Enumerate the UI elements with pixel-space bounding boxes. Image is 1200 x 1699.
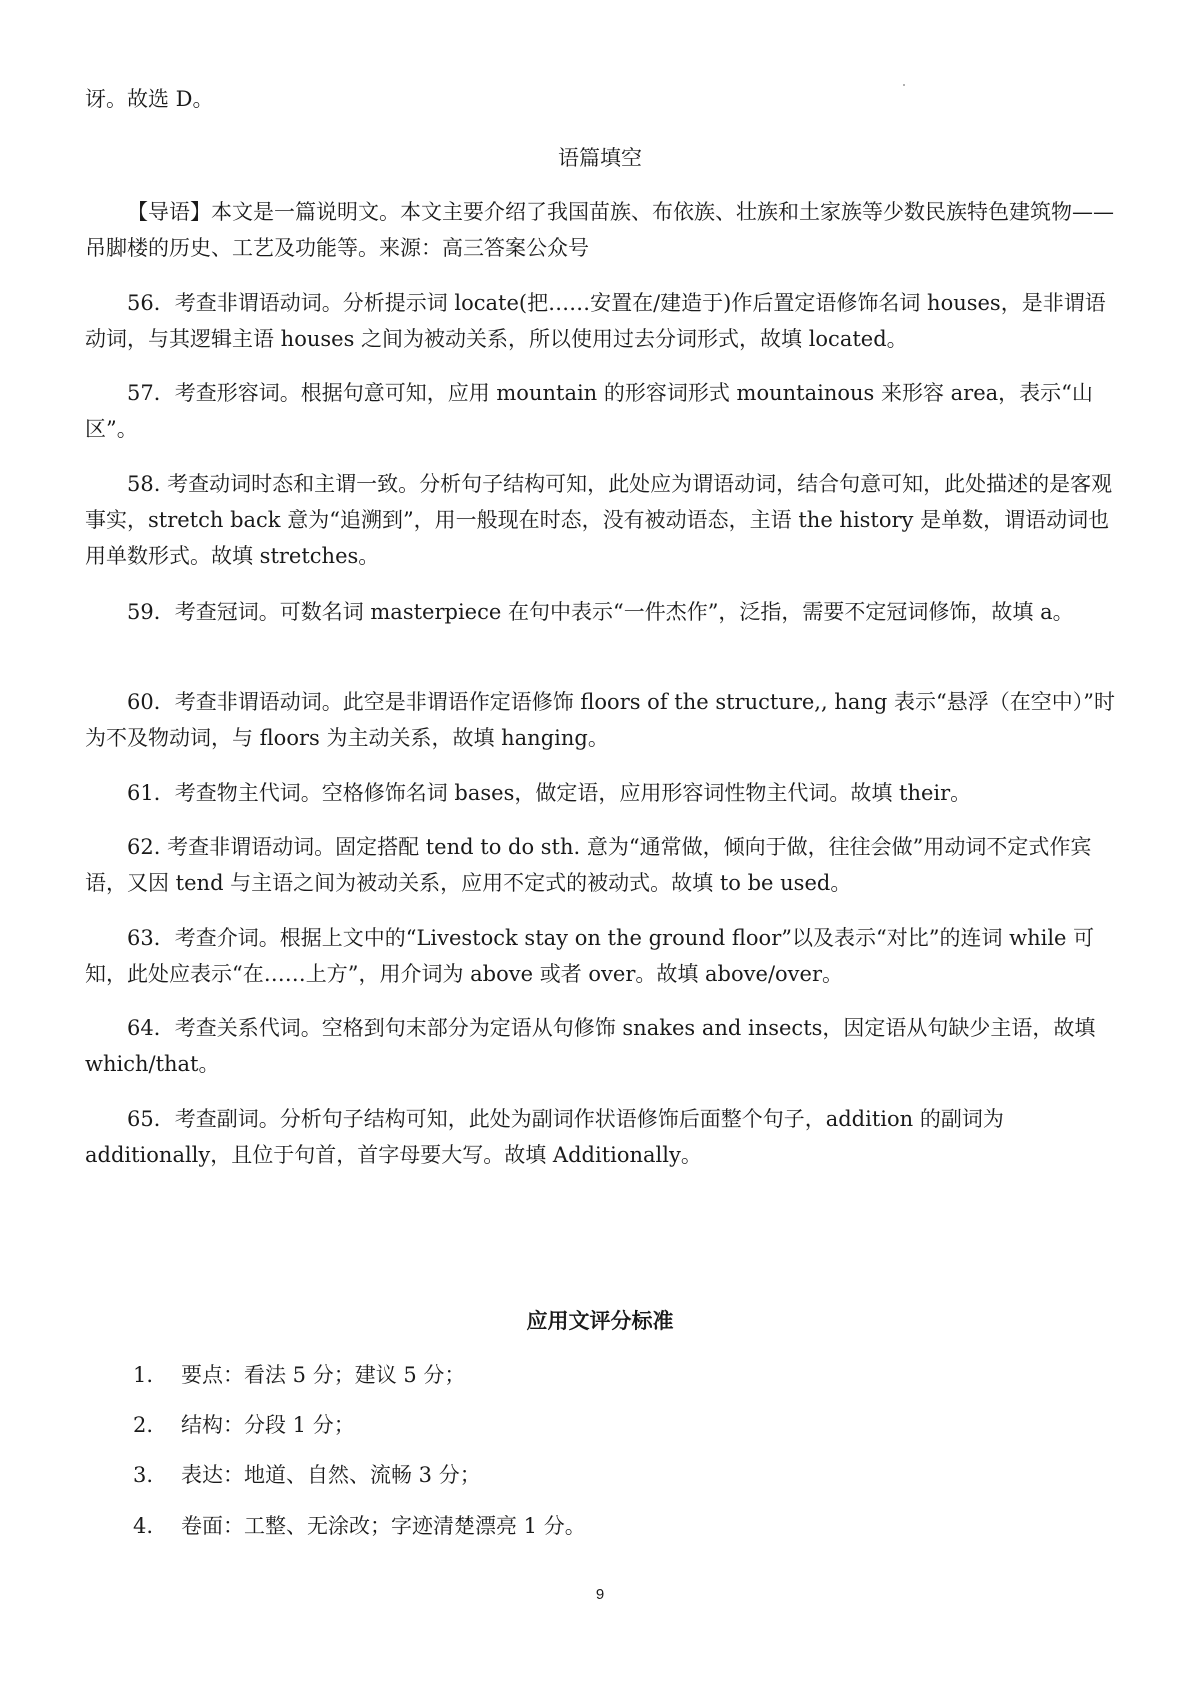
answer-58: 58. 考查动词时态和主谓一致。分析句子结构可知，此处应为谓语动词，结合句意可知，此处描述的是客观事实，stretch back 意为“追溯到”，用一般现在时态，没有被动语态，主语 the history 是单数，谓语动词也用单数形式。故填 stretches。	[85, 472, 1113, 568]
criteria-text: 卷面：工整、无涂改；字迹清楚漂亮 1 分。	[181, 1514, 586, 1538]
section-heading-writing-criteria: 应用文评分标准	[526, 1308, 674, 1333]
intro-paragraph: 【导语】本文是一篇说明文。本文主要介绍了我国苗族、布依族、壮族和土家族等少数民族特色建筑物——吊脚楼的历史、工艺及功能等。来源：高三答案公众号	[85, 200, 1114, 260]
criteria-number: 1.	[133, 1363, 154, 1387]
top-line: 讶。故选 D。	[85, 87, 214, 111]
criteria-text: 结构：分段 1 分；	[181, 1413, 355, 1437]
answer-56: 56．考查非谓语动词。分析提示词 locate(把……安置在/建造于)作后置定语修饰名词 houses，是非谓语动词，与其逻辑主语 houses 之间为被动关系，所以使用过去分词形式，故填 located。	[85, 291, 1106, 351]
criteria-number: 2.	[133, 1413, 154, 1437]
criteria-text: 表达：地道、自然、流畅 3 分；	[181, 1463, 481, 1487]
criteria-item	[133, 1407, 355, 1443]
answer-65: 65．考查副词。分析句子结构可知，此处为副词作状语修饰后面整个句子，addition 的副词为 additionally，且位于句首，首字母要大写。故填 Additionally。	[85, 1107, 1004, 1167]
answer-63: 63．考查介词。根据上文中的“Livestock stay on the ground floor”以及表示“对比”的连词 while 可知，此处应表示“在……上方”，用介词为 above 或者 over。故填 above/over。	[85, 926, 1095, 986]
answer-60: 60．考查非谓语动词。此空是非谓语作定语修饰 floors of the structure,, hang 表示“悬浮（在空中）”时为不及物动词，与 floors 为主动关系，故填 hanging。	[85, 690, 1115, 750]
criteria-item	[133, 1357, 465, 1393]
page-number: 9	[595, 1586, 605, 1603]
answer-61: 61．考查物主代词。空格修饰名词 bases，做定语，应用形容词性物主代词。故填 their。	[127, 781, 972, 805]
answer-62: 62. 考查非谓语动词。固定搭配 tend to do sth. 意为“通常做，倾向于做，往往会做”用动词不定式作宾语，又因 tend 与主语之间为被动关系，应用不定式的被动式。故填 to be used。	[85, 835, 1092, 895]
criteria-number: 3.	[133, 1463, 154, 1487]
answer-59: 59．考查冠词。可数名词 masterpiece 在句中表示“一件杰作”，泛指，需要不定冠词修饰，故填 a。	[127, 600, 1074, 624]
answer-64: 64．考查关系代词。空格到句末部分为定语从句修饰 snakes and insects，因定语从句缺少主语，故填 which/that。	[85, 1016, 1096, 1076]
criteria-item	[133, 1457, 481, 1493]
criteria-text: 要点：看法 5 分；建议 5 分；	[181, 1363, 466, 1387]
criteria-item	[133, 1508, 586, 1544]
answer-57: 57．考查形容词。根据句意可知，应用 mountain 的形容词形式 mountainous 来形容 area，表示“山区”。	[85, 381, 1093, 441]
criteria-number: 4.	[133, 1514, 154, 1538]
section-heading-cloze: 语篇填空	[558, 146, 642, 170]
